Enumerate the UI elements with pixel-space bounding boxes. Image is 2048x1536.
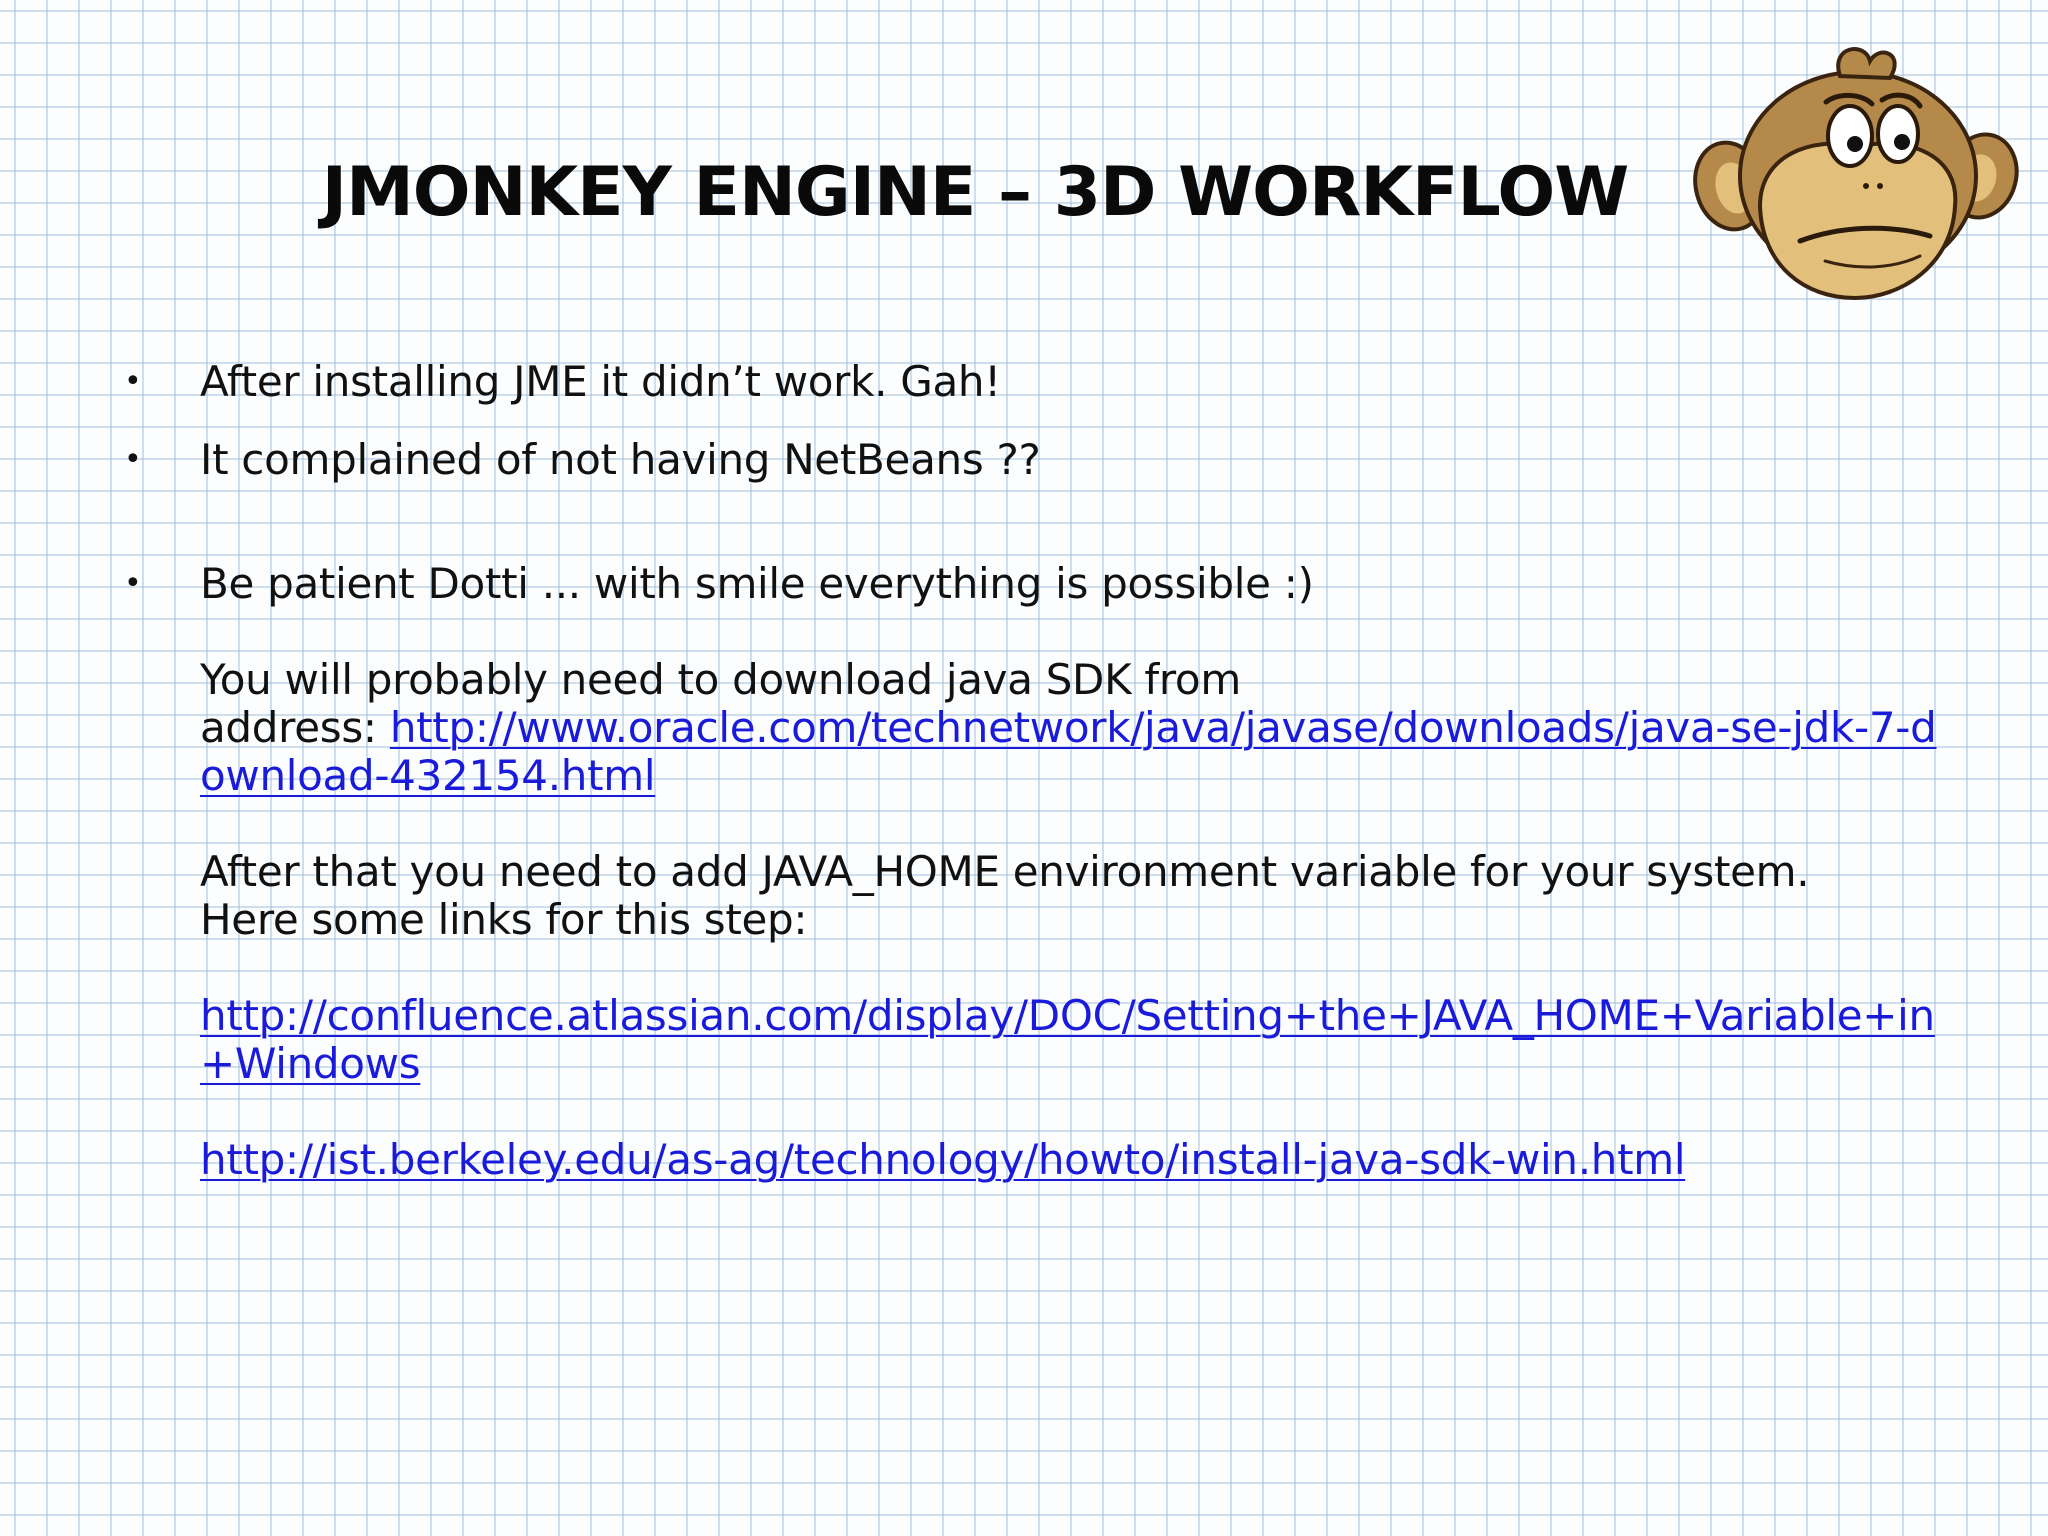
- bullet-item: [120, 436, 1950, 484]
- bullet-dot: •: [124, 442, 142, 477]
- bullet-dot: •: [124, 566, 142, 601]
- java-home-instruction-text: After that you need to add JAVA_HOME environment variable for your system.: [200, 847, 1810, 896]
- bullet-text: It complained of not having NetBeans ??: [200, 435, 1041, 484]
- download-address: [200, 704, 1950, 800]
- address-label: address:: [200, 703, 390, 752]
- berkeley-install-java-link[interactable]: http://ist.berkeley.edu/as-ag/technology/howto/install-java-sdk-win.html: [200, 1135, 1686, 1184]
- bullet-dot: •: [124, 364, 142, 399]
- bullet-list: [120, 358, 1950, 1184]
- download-intro-text: You will probably need to download java SDK from: [200, 655, 1241, 704]
- bullet-item: [120, 560, 1950, 1184]
- bullet-item: [120, 358, 1950, 406]
- bullet-text: Be patient Dotti ... with smile everything is possible :): [200, 559, 1314, 608]
- confluence-java-home-link[interactable]: http://confluence.atlassian.com/display/DOC/Setting+the+JAVA_HOME+Variable+in+Windows: [200, 991, 1935, 1088]
- links-intro-text: Here some links for this step:: [200, 895, 808, 944]
- slide-title: JMONKEY ENGINE – 3D WORKFLOW: [321, 153, 1629, 232]
- bullet-text: After installing JME it didn’t work. Gah!: [200, 357, 1001, 406]
- oracle-jdk-download-link[interactable]: http://www.oracle.com/technetwork/java/javase/downloads/java-se-jdk-7-download-432154.html: [200, 703, 1937, 800]
- monkey-mascot-icon: [1690, 36, 2020, 316]
